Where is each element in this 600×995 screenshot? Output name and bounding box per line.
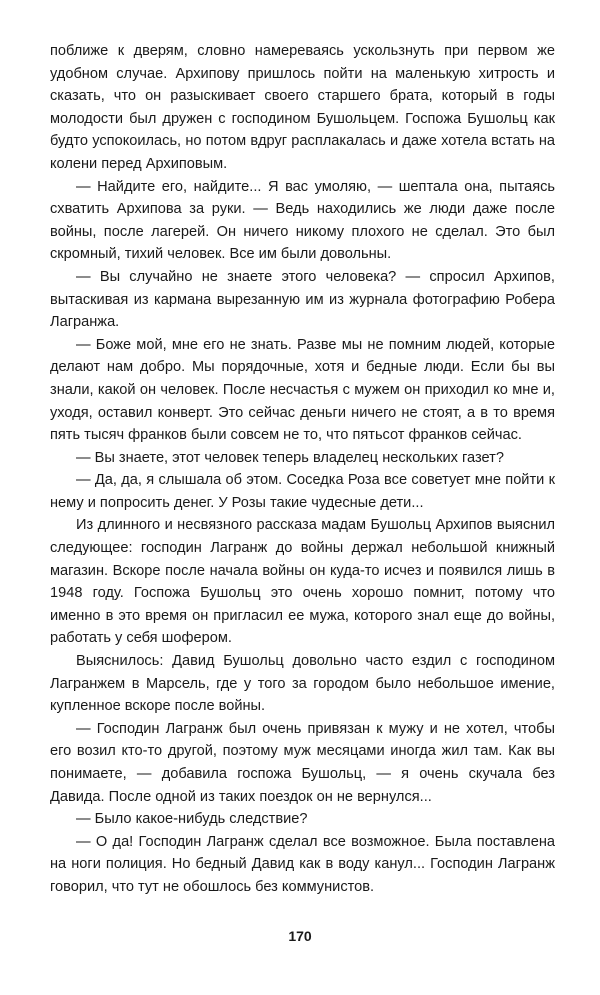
page-body (50, 40, 555, 899)
paragraph: — Было какое-нибудь следствие? (76, 811, 308, 828)
paragraph: поближе к дверям, словно намереваясь ускользнуть при первом же удобном случае. Архипову пришлось пойти на маленькую хитрость и сказать, что он разыскивает своего старшего брата, который в годы молодости был дружен с господином Бушольцем. Госпожа Бушольц как будто успокоилась, но потом вдруг расплакалась и даже хотела встать на колени перед Архиповым. (50, 43, 555, 172)
page-number: 170 (288, 928, 312, 944)
paragraph: Из длинного и несвязного рассказа мадам Бушольц Архипов выяснил следующее: господин Лагранж до войны держал небольшой книжный магазин. Вскоре после начала войны он куда-то исчез и появился лишь в 1948 году. Госпожа Бушольц это очень хорошо помнит, потому что именно в это время он пригласил ее мужа, которого знал еще до войны, работать у себя шофером. (50, 517, 555, 647)
paragraph: — Найдите его, найдите... Я вас умоляю, — шептала она, пытаясь схватить Архипова за руки. — Ведь находились же люди даже после войны, после лагерей. Он ничего никому плохого не сделал. Это был скромный, тихий человек. Все им были довольны. (50, 178, 555, 263)
paragraph: — Вы случайно не знаете этого человека? — спросил Архипов, вытаскивая из кармана вырезанную им из журнала фотографию Робера Лагранжа. (50, 268, 555, 331)
paragraph: — Да, да, я слышала об этом. Соседка Роза все советует мне пойти к нему и попросить денег. У Розы такие чудесные дети... (50, 472, 555, 511)
paragraph: — Вы знаете, этот человек теперь владелец нескольких газет? (76, 449, 504, 466)
paragraph: — Господин Лагранж был очень привязан к мужу и не хотел, чтобы его возил кто-то другой, поэтому муж месяцами иногда жил там. Как вы понимаете, — добавила госпожа Бушольц, — я очень скучала без Давида. После одной из таких поездок он не вернулся... (50, 720, 555, 805)
paragraph: Выяснилось: Давид Бушольц довольно часто ездил с господином Лагранжем в Марсель, где у того за городом было небольшое имение, купленное вскоре после войны. (50, 653, 555, 715)
paragraph: — О да! Господин Лагранж сделал все возможное. Была поставлена на ноги полиция. Но бедный Давид как в воду канул... Господин Лагранж говорил, что тут не обошлось без коммунистов. (50, 833, 555, 895)
paragraph: — Боже мой, мне его не знать. Разве мы не помним людей, которые делают нам добро. Мы порядочные, хотя и бедные люди. Если бы вы знали, какой он человек. После несчастья с мужем он приходил ко мне и, уходя, оставил конверт. Это сейчас деньги ничего не стоят, а в то время пять тысяч франков были совсем не то, что пятьсот франков сейчас. (50, 336, 555, 444)
